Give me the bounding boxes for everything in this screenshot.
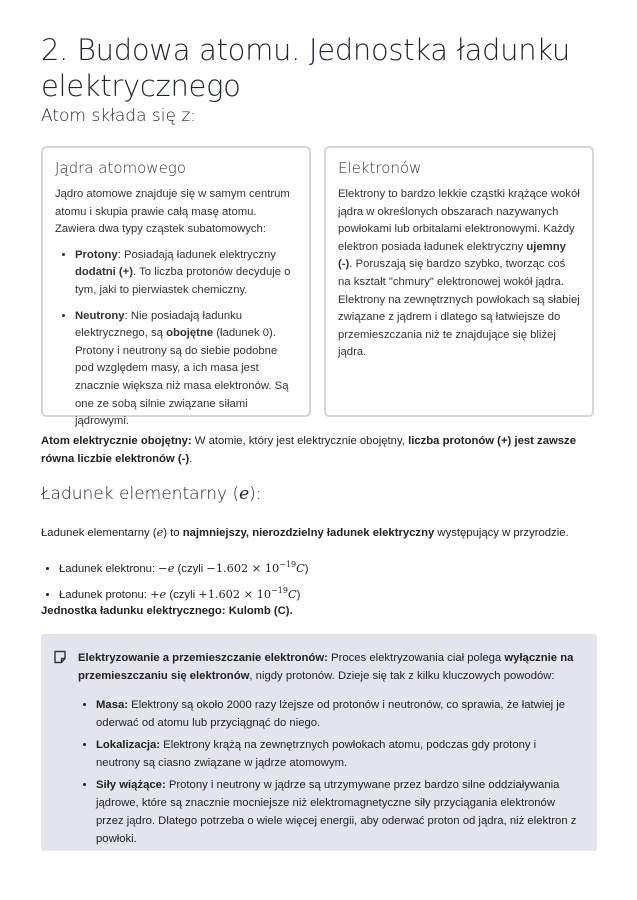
elementary-charge-heading xyxy=(41,484,262,504)
nucleus-card-heading: Jądra atomowego xyxy=(55,159,186,177)
electrons-text: Elektrony to bardzo lekkie cząstki krążące wokół jądra w określonych obszarach nazywanych powłokami lub orbitalami elektronowymi. Każdy elektron posiada ładunek elektryczny xyxy=(338,188,580,253)
proton-charge-exponent: −19 xyxy=(271,585,288,595)
proton-charge-label: Ładunek protonu: xyxy=(59,588,151,601)
neutrons-text-end: (ładunek 0). Protony i neutrony są do siebie podobne pod względem masy, a ich masa jest znacznie większa niż masa elektronów. Są one ze sobą silnie związane siłami jądrowymi. xyxy=(75,327,289,428)
elementary-text: Ładunek elementarny ( xyxy=(41,527,157,539)
reason-text: Elektrony są około 2000 razy lżejsze od protonów i neutronów, co sprawia, że łatwiej je oderwać od atomu lub przyciągnąć do niego. xyxy=(96,699,566,729)
note-emphasis: wyłącznie na przemieszczaniu się elektronów xyxy=(78,652,574,682)
reason-term: Lokalizacja: xyxy=(96,739,161,751)
electrons-card xyxy=(324,146,594,417)
protons-term: Protony xyxy=(75,248,118,261)
elementary-text-2: ) to xyxy=(163,527,183,539)
reason-term: Siły wiążące: xyxy=(96,779,166,791)
elementary-heading-end: ): xyxy=(249,484,262,504)
electrons-text-end: . Poruszają się bardzo szybko, tworząc coś na kształt "chmury" elektronowej wokół jądra. Elektrony na zewnętrznych powłokach są słabiej związane z jądrem i dlatego są łatwiejsze do przemieszczania niż te znajdujące się bliżej jądra. xyxy=(338,258,580,359)
protons-text: : Posiadają ładunek elektryczny xyxy=(117,248,276,261)
electron-charge-prefix: (czyli xyxy=(174,562,207,575)
neutral-atom-lead: Atom elektrycznie obojętny: xyxy=(41,435,192,447)
elementary-heading-symbol: e xyxy=(239,484,250,504)
protons-text-end: . To liczba protonów decyduje o tym, jaki to pierwiastek chemiczny. xyxy=(75,266,291,296)
page-title: 2. Budowa atomu. Jednostka ładunku elektrycznego xyxy=(41,33,571,103)
elementary-definition: najmniejszy, nierozdzielny ładunek elektryczny xyxy=(182,527,435,539)
neutrons-text: : Nie posiadają ładunku elektrycznego, są xyxy=(75,309,243,340)
electron-charge-exponent: −19 xyxy=(279,560,297,569)
proton-charge-value: +1.602 × 10 xyxy=(198,587,272,601)
reasons-list xyxy=(78,696,577,848)
elementary-text-3: występujący w przyrodzie. xyxy=(434,527,569,539)
nucleus-card xyxy=(41,146,311,428)
protons-charge: dodatni (+) xyxy=(75,266,134,279)
reason-text: Protony i neutrony w jądrze są utrzymywane przez bardzo silne oddziaływania jądrowe, które są znacznie mocniejsze niż elektromagnetyczne siły przyciągania elektronów przez jądro. Dlatego potrzeba o wiele więcej energii, aby oderwać proton od jądra, niż elektron z powłoki. xyxy=(96,779,577,845)
list-item-protons xyxy=(75,247,297,300)
charge-values-list xyxy=(41,554,309,606)
proton-charge-unit: C xyxy=(287,587,297,601)
electron-charge-label: Ładunek elektronu: xyxy=(59,562,159,575)
electron-charge-value: −1.602 × 10 xyxy=(206,561,280,575)
charge-unit-line: Jednostka ładunku elektrycznego: Kulomb (C). xyxy=(41,605,293,617)
neutral-atom-paragraph xyxy=(41,432,597,468)
electron-charge-symbol: −e xyxy=(158,561,175,575)
note-icon xyxy=(53,650,67,664)
list-item-binding-forces xyxy=(96,776,577,848)
neutral-atom-rule: liczba protonów (+) jest zawsze równa liczbie elektronów (-) xyxy=(41,435,576,465)
list-item-electron-charge xyxy=(59,554,309,580)
atom-parts-cards xyxy=(41,146,597,428)
note-callout xyxy=(41,634,597,851)
electron-charge-close: ) xyxy=(304,562,309,575)
nucleus-intro: Jądro atomowe znajduje się w samym centrum atomu i skupia prawie całą masę atomu. Zawiera dwa typy cząstek subatomowych: xyxy=(55,188,290,236)
neutrons-charge: obojętne xyxy=(166,327,214,340)
note-text-end: , nigdy protonów. Dzieje się tak z kilku kluczowych powodów: xyxy=(249,670,555,682)
list-item-mass xyxy=(96,696,577,732)
neutral-atom-text: W atomie, który jest elektrycznie obojętny, xyxy=(191,435,409,447)
list-item-neutrons xyxy=(75,308,297,431)
electrons-charge: ujemny (-) xyxy=(338,240,566,271)
neutral-atom-end: . xyxy=(189,453,193,465)
neutrons-term: Neutrony xyxy=(75,309,125,322)
atom-intro-heading: Atom składa się z: xyxy=(41,106,197,126)
reason-term: Masa: xyxy=(96,699,129,711)
elementary-charge-paragraph xyxy=(41,524,597,542)
list-item-location xyxy=(96,736,577,772)
electrons-description xyxy=(338,186,580,362)
electrons-card-heading: Elektronów xyxy=(338,159,422,177)
note-lead: Elektryzowanie a przemieszczanie elektronów: xyxy=(78,652,328,664)
elementary-symbol: e xyxy=(156,526,164,539)
note-intro xyxy=(78,649,577,685)
electron-charge-unit: C xyxy=(296,561,305,575)
note-text: Proces elektryzowania ciał polega xyxy=(327,652,505,664)
proton-charge-close: ) xyxy=(296,588,301,601)
proton-charge-prefix: (czyli xyxy=(166,588,199,601)
reason-text: Elektrony krążą na zewnętrznych powłokach atomu, podczas gdy protony i neutrony są ciasno związane w jądrze atomowym. xyxy=(96,739,537,769)
elementary-heading-text: Ładunek elementarny ( xyxy=(41,484,240,504)
list-item-proton-charge xyxy=(59,580,309,606)
nucleus-particles-list xyxy=(55,247,297,431)
proton-charge-symbol: +e xyxy=(150,587,167,601)
